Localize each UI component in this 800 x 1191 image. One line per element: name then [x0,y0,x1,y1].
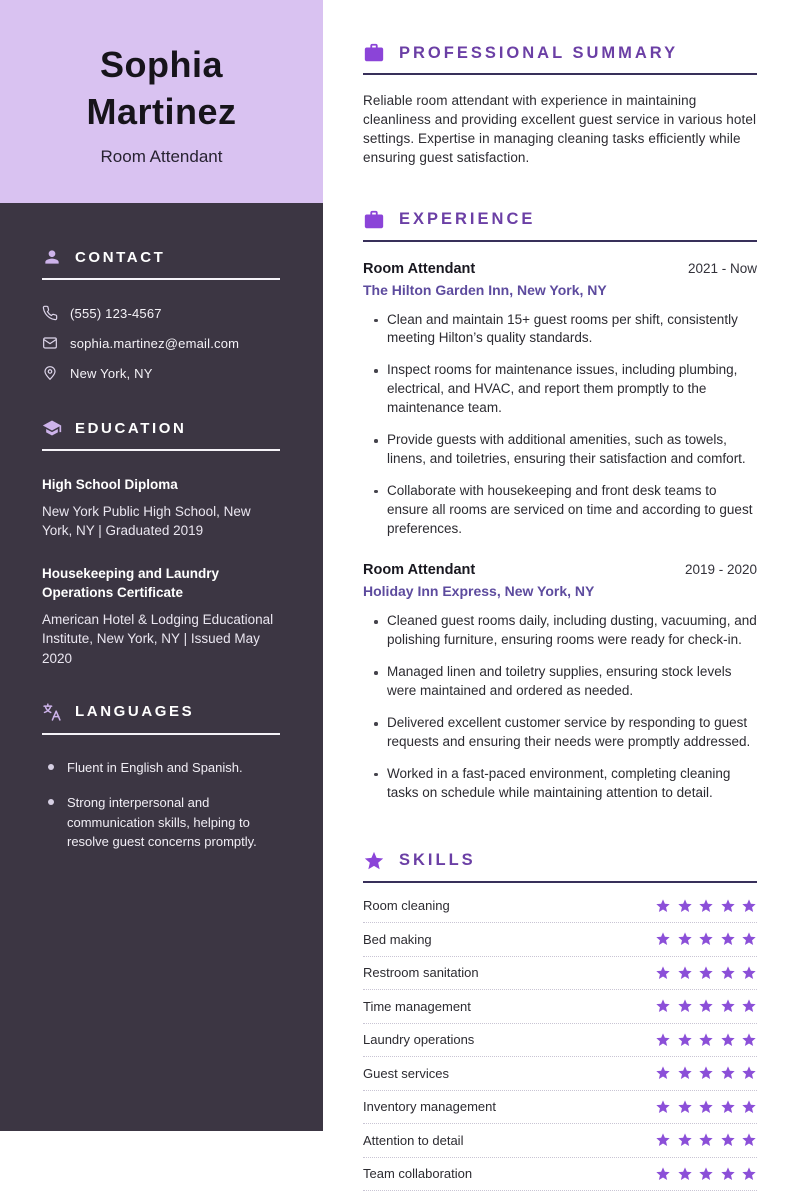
skill-row [363,1024,757,1058]
job-company: Holiday Inn Express, New York, NY [363,583,595,600]
languages-section [0,702,323,852]
summary-heading-row [363,42,757,64]
job-title-row [363,562,757,578]
star-icon [720,1032,736,1048]
star-icon [698,1032,714,1048]
job-bullet: Cleaned guest rooms daily, including dusting, vacuuming, and polishing furniture, ensuring rooms were ready for check-in. [363,612,757,650]
star-icon [655,998,671,1014]
sidebar [0,0,323,1131]
contact-item-text: sophia.martinez@email.com [70,335,240,351]
star-icon [698,998,714,1014]
skill-row [363,1158,757,1191]
pin-icon [42,365,58,381]
summary-divider [363,73,757,75]
job-bullet: Delivered excellent customer service by responding to guest requests and ensuring their needs were promptly addressed. [363,714,757,752]
star-icon [720,898,736,914]
star-icon [677,1065,693,1081]
briefcase-icon [363,209,385,231]
job-bullet: Worked in a fast-paced environment, completing cleaning tasks on schedule while maintaining attention to detail. [363,765,757,803]
skill-name: Inventory management [363,1099,496,1115]
skills-heading-row [363,850,757,872]
contact-item [42,305,280,321]
skill-name: Time management [363,998,471,1014]
experience-heading-row [363,209,757,231]
translate-icon [42,702,62,722]
job-title-row [363,261,757,277]
education-section [0,418,323,669]
skill-name: Bed making [363,931,432,947]
star-icon [720,1099,736,1115]
job-bullet: Collaborate with housekeeping and front desk teams to ensure all rooms are serviced on time and according to guest preferences. [363,482,757,539]
star-icon [655,931,671,947]
resume-header [0,0,323,203]
languages-list [42,758,280,852]
skill-row [363,923,757,957]
skill-name: Team collaboration [363,1166,473,1182]
contact-heading-row [42,247,280,267]
experience-heading: EXPERIENCE [399,210,536,229]
job-dates: 2019 - 2020 [684,562,757,578]
skill-name: Laundry operations [363,1032,475,1048]
star-icon [655,1065,671,1081]
summary-text: Reliable room attendant with experience in maintaining cleanliness and providing excellent guest service in various hotel settings. Expertise in managing cleaning tasks efficiently while ensuring guest satisfaction. [363,93,757,165]
skill-rating [655,965,757,981]
education-heading: EDUCATION [75,419,187,437]
star-icon [655,1166,671,1182]
star-icon [677,998,693,1014]
star-icon [698,898,714,914]
skills-heading: SKILLS [399,851,476,870]
skills-divider [363,881,757,883]
skill-row [363,990,757,1024]
job-bullets [363,311,757,539]
education-entry [42,564,280,669]
languages-heading: LANGUAGES [75,703,195,720]
main-content [323,0,800,1182]
star-icon [720,1065,736,1081]
language-item: Fluent in English and Spanish. [42,758,280,778]
skill-name: Room cleaning [363,898,450,914]
education-heading-row [42,418,280,438]
contact-item [42,335,280,351]
contact-section [0,247,323,381]
star-icon [655,1132,671,1148]
summary-section [363,42,757,168]
candidate-name: Sophia Martinez [86,44,237,132]
star-icon [741,1032,757,1048]
languages-heading-row [42,702,280,722]
job-dates: 2021 - Now [687,260,757,276]
experience-divider [363,240,757,242]
skill-name: Guest services [363,1065,449,1081]
star-icon [720,998,736,1014]
star-icon [741,1099,757,1115]
job-bullet: Provide guests with additional amenities, such as towels, linens, and toiletries, ensuring their satisfaction and comfort. [363,431,757,469]
star-icon [741,931,757,947]
skills-section [363,850,757,1191]
skill-row [363,1091,757,1125]
star-icon [677,1032,693,1048]
star-icon [677,1099,693,1115]
contact-item [42,365,280,381]
languages-divider [42,733,280,735]
job-company: The Hilton Garden Inn, New York, NY [363,281,607,298]
skill-row [363,890,757,924]
education-list [42,475,280,669]
star-icon [655,1099,671,1115]
star-icon [677,1132,693,1148]
star-icon [655,965,671,981]
star-icon [741,965,757,981]
skill-name: Attention to detail [363,1132,464,1148]
education-details: American Hotel & Lodging Educational Institute, New York, NY | Issued May 2020 [42,611,274,666]
star-icon [741,898,757,914]
contact-item-text: New York, NY [70,365,153,381]
job-bullets [363,612,757,802]
skill-rating [655,898,757,914]
star-icon [741,1065,757,1081]
job-bullet: Clean and maintain 15+ guest rooms per shift, consistently meeting Hilton’s quality standards. [363,311,757,349]
skill-row [363,957,757,991]
job-bullet: Managed linen and toiletry supplies, ensuring stock levels were maintained and ordered as needed. [363,663,757,701]
star-icon [720,931,736,947]
star-icon [655,898,671,914]
star-icon [698,931,714,947]
job-title: Room Attendant [363,562,476,579]
job-entry [363,562,757,802]
job-bullet: Inspect rooms for maintenance issues, including plumbing, electrical, and HVAC, and report them promptly to the maintenance team. [363,361,757,418]
contact-heading: CONTACT [75,248,166,266]
skill-rating [655,998,757,1014]
contact-list [42,305,280,381]
star-icon [720,965,736,981]
education-degree: Housekeeping and Laundry Operations Certificate [42,565,220,601]
phone-icon [42,305,58,321]
star-icon [741,1132,757,1148]
star-icon [698,1099,714,1115]
skill-rating [655,1032,757,1048]
language-item: Strong interpersonal and communication skills, helping to resolve guest concerns promptly. [42,793,280,852]
star-icon [363,850,385,872]
skill-rating [655,931,757,947]
job-entry [363,261,757,539]
summary-heading: PROFESSIONAL SUMMARY [399,43,679,62]
skill-rating [655,1132,757,1148]
experience-section [363,209,757,803]
contact-divider [42,278,280,280]
graduation-cap-icon [42,418,62,438]
education-details: New York Public High School, New York, NY | Graduated 2019 [42,503,251,539]
star-icon [677,965,693,981]
education-entry [42,475,280,541]
star-icon [698,965,714,981]
skill-rating [655,1065,757,1081]
candidate-job-title: Room Attendant [100,146,223,166]
user-icon [42,247,62,267]
mail-icon [42,335,58,351]
star-icon [720,1166,736,1182]
star-icon [720,1132,736,1148]
skills-list [363,890,757,1191]
skill-rating [655,1166,757,1182]
star-icon [698,1166,714,1182]
star-icon [655,1032,671,1048]
star-icon [677,1166,693,1182]
star-icon [741,998,757,1014]
star-icon [677,931,693,947]
education-degree: High School Diploma [42,477,178,492]
briefcase-icon [363,42,385,64]
skill-row [363,1057,757,1091]
star-icon [698,1132,714,1148]
star-icon [741,1166,757,1182]
contact-item-text: (555) 123-4567 [70,305,162,321]
star-icon [677,898,693,914]
education-divider [42,449,280,451]
star-icon [698,1065,714,1081]
skill-rating [655,1099,757,1115]
skill-row [363,1124,757,1158]
jobs-list [363,261,757,803]
skill-name: Restroom sanitation [363,965,479,981]
job-title: Room Attendant [363,260,476,277]
